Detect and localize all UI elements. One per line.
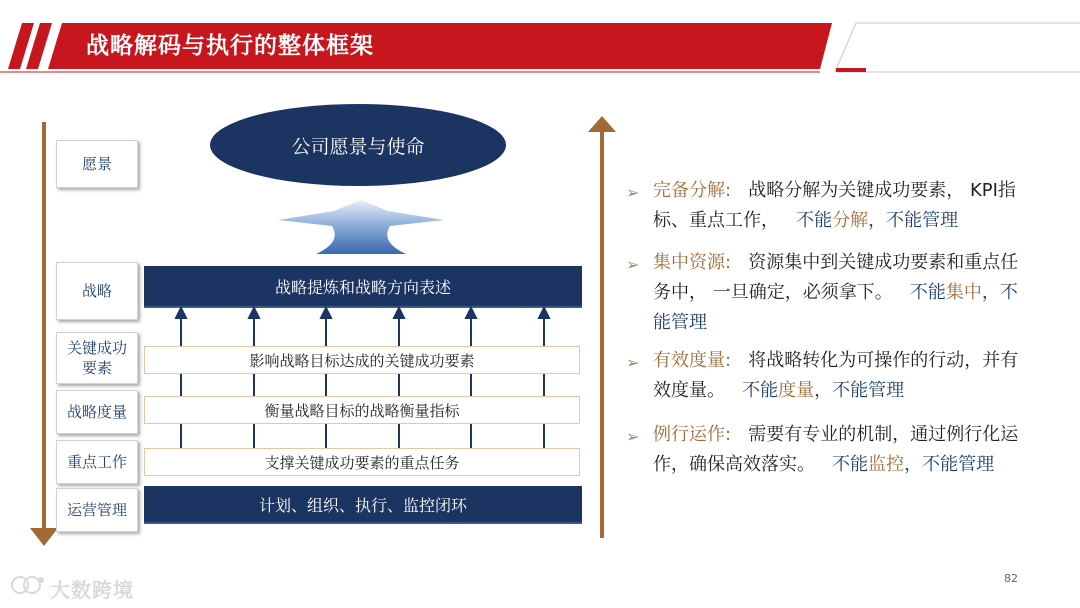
point-3-keyword: 有效度量: — [653, 350, 732, 371]
point-1-keyword: 完备分解: — [653, 180, 732, 201]
point-2-neg2: 不能管理 — [653, 282, 1018, 333]
label-measure: 战略度量 — [56, 390, 138, 434]
strategy-box — [144, 266, 582, 308]
chevron-right-icon: ➢ — [626, 255, 640, 274]
upward-flow-shape — [276, 198, 446, 256]
support-arrows — [144, 306, 582, 456]
point-3-mid: ， — [814, 380, 833, 401]
chevron-right-icon: ➢ — [626, 183, 640, 202]
point-2 — [628, 248, 1033, 338]
point-4-mid: ， — [904, 454, 923, 475]
chevron-right-icon: ➢ — [626, 427, 640, 446]
up-arrow-icon — [584, 112, 620, 542]
point-4-text: 需要有专业的机制，通过例行化运作，确保高效落实。 — [653, 424, 1019, 475]
point-4 — [628, 420, 1033, 480]
point-2-hl1: 集中 — [945, 282, 982, 303]
point-3-hl1: 度量 — [778, 380, 815, 401]
measure-box — [144, 396, 580, 424]
point-1-neg2: 不能管理 — [886, 210, 959, 231]
measure-box-text: 衡量战略目标的战略衡量指标 — [260, 400, 463, 421]
point-4-neg2: 不能管理 — [922, 454, 995, 475]
watermark-logo-icon — [8, 570, 48, 600]
point-3 — [628, 346, 1033, 406]
watermark-text: 大数跨境 — [50, 578, 134, 602]
ksf-box — [144, 346, 580, 374]
vision-ellipse: 公司愿景与使命 — [210, 104, 506, 186]
tasks-box — [144, 448, 580, 476]
point-4-hl1: 监控 — [868, 454, 905, 475]
point-3-text: 将战略转化为可操作的行动，并有效度量。 — [653, 350, 1019, 401]
point-2-text: 资源集中到关键成功要素和重点任务中， 一旦确定，必须拿下。 — [653, 252, 1019, 303]
point-3-neg2: 不能管理 — [832, 380, 905, 401]
strategy-box-text: 战略提炼和战略方向表述 — [274, 277, 451, 297]
label-ops: 运营管理 — [56, 488, 138, 532]
point-1-mid: ， — [868, 210, 887, 231]
ops-box — [144, 486, 582, 524]
chevron-right-icon: ➢ — [626, 353, 640, 372]
point-4-keyword: 例行运作: — [653, 424, 732, 445]
label-strategy: 战略 — [56, 262, 138, 320]
point-4-neg1: 不能 — [832, 454, 869, 475]
label-ksf: 关键成功 要素 — [56, 332, 138, 384]
point-3-neg1: 不能 — [742, 380, 779, 401]
tasks-box-text: 支撑关键成功要素的重点任务 — [260, 452, 463, 473]
point-2-keyword: 集中资源: — [653, 252, 732, 273]
label-tasks: 重点工作 — [56, 440, 138, 484]
page-number: 82 — [1004, 572, 1018, 585]
label-vision: 愿景 — [56, 140, 138, 188]
ops-box-text: 计划、组织、执行、监控闭环 — [258, 495, 467, 515]
point-1-neg1: 不能 — [796, 210, 833, 231]
point-2-neg1: 不能 — [909, 282, 946, 303]
point-1-text: 战略分解为关键成功要素， KPI指标、重点工作， — [653, 180, 1016, 231]
point-2-mid: ， — [981, 282, 1000, 303]
page-title: 战略解码与执行的整体框架 — [86, 33, 374, 59]
point-1 — [628, 176, 1033, 236]
point-1-hl1: 分解 — [832, 210, 869, 231]
ksf-box-text: 影响战略目标达成的关键成功要素 — [245, 350, 478, 371]
